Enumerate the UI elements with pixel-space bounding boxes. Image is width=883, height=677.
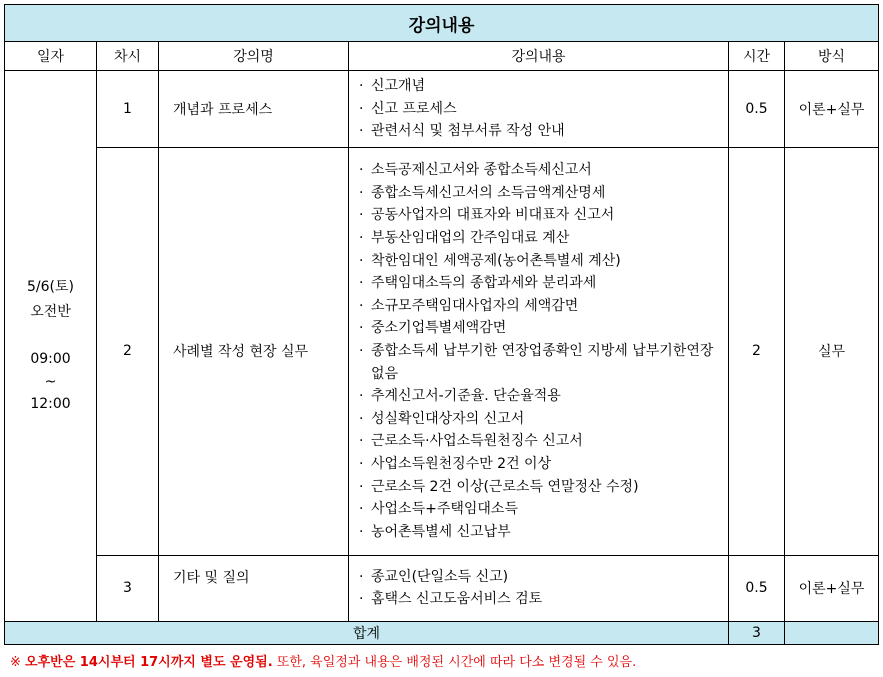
header-row [5,42,879,71]
content-item-text: 사업소득원천징수만 2건 이상 [371,455,552,472]
note-bold: 오후반은 14시부터 17시까지 별도 운영됨. [25,655,273,670]
lecture-table [4,4,879,645]
header-session-no: 차시 [97,42,159,71]
bullet-mark: · [359,184,364,201]
content-item-text: 주택임대소득의 종합과세와 분리과세 [371,275,597,292]
total-label: 합계 [5,621,729,644]
content-list [359,75,720,143]
content-item [359,295,720,318]
content-item-text: 근로소득 2건 이상(근로소득 연말정산 수정) [371,478,639,495]
content-list [359,159,720,543]
bullet-mark: · [359,162,364,179]
content-item-text: 소규모주택임대사업자의 세액감면 [371,297,579,314]
lecture-time: 0.5 [729,555,785,621]
content-item [359,159,720,182]
bullet-mark: · [359,342,364,359]
content-item [359,272,720,295]
content-item [359,476,720,499]
footnote [10,651,636,670]
table-row [5,147,879,555]
lecture-name: 기타 및 질의 [159,555,349,621]
content-item [359,453,720,476]
bullet-mark: · [359,252,364,269]
content-item [359,120,720,143]
lecture-name: 사례별 작성 현장 실무 [159,147,349,555]
content-item [359,566,720,589]
lecture-time: 0.5 [729,71,785,148]
content-item [359,408,720,431]
content-item [359,430,720,453]
content-item-text: 성실확인대상자의 신고서 [371,410,525,427]
session-no: 1 [97,71,159,148]
total-value: 3 [729,621,785,644]
tilde-text: ~ [44,373,57,390]
content-item-text: 착한임대인 세액공제(농어촌특별세 계산) [371,252,621,269]
lecture-table-wrapper [4,4,878,645]
bullet-mark: · [359,388,364,405]
header-date: 일자 [5,42,97,71]
start-time: 09:00 [30,350,71,367]
content-item-text: 농어촌특별세 신고납부 [371,523,511,540]
content-item [359,227,720,250]
content-item-text: 공동사업자의 대표자와 비대표자 신고서 [371,207,615,224]
bullet-mark: · [359,455,364,472]
total-empty [785,621,879,644]
content-item-text: 홈택스 신고도움서비스 검토 [371,591,543,608]
note-mark: ※ [10,655,21,670]
header-time: 시간 [729,42,785,71]
bullet-mark: · [359,230,364,247]
content-item [359,98,720,121]
content-item [359,317,720,340]
date-text: 5/6(토) [27,278,74,295]
content-item [359,385,720,408]
content-item-text: 종합소득세 납부기한 연장업종확인 지방세 납부기한연장없음 [371,342,714,382]
title-row [5,5,879,42]
lecture-time: 2 [729,147,785,555]
content-item [359,204,720,227]
content-item-text: 사업소득+주택임대소득 [371,501,518,518]
header-lecture-name: 강의명 [159,42,349,71]
bullet-mark: · [359,591,364,608]
content-item-text: 신고개념 [371,78,426,94]
table-row [5,555,879,621]
content-item-text: 소득공제신고서와 종합소득세신고서 [371,162,592,179]
content-item [359,182,720,205]
lecture-content [349,71,729,148]
lecture-method: 이론+실무 [785,71,879,148]
note-rest: 또한, 육일정과 내용은 배정된 시간에 따라 다소 변경될 수 있음. [276,655,637,670]
bullet-mark: · [359,123,364,140]
session-text: 오전반 [30,303,71,320]
content-item-text: 중소기업특별세액감면 [371,320,507,337]
content-item [359,588,720,611]
bullet-mark: · [359,501,364,518]
content-item [359,498,720,521]
date-cell [5,71,97,622]
header-method: 방식 [785,42,879,71]
bullet-mark: · [359,478,364,495]
bullet-mark: · [359,568,364,585]
bullet-mark: · [359,410,364,427]
end-time: 12:00 [30,395,71,412]
bullet-mark: · [359,523,364,540]
bullet-mark: · [359,207,364,224]
content-item-text: 관련서식 및 첨부서류 작성 안내 [371,123,565,140]
bullet-mark: · [359,433,364,450]
content-item-text: 부동산임대업의 간주임대료 계산 [371,230,570,247]
bullet-mark: · [359,275,364,292]
content-item-text: 종합소득세신고서의 소득금액계산명세 [371,184,606,201]
content-item-text: 종교인(단일소득 신고) [371,568,509,585]
total-row [5,621,879,644]
table-title: 강의내용 [5,5,879,42]
header-lecture-content: 강의내용 [349,42,729,71]
session-no: 3 [97,555,159,621]
bullet-mark: · [359,100,364,117]
bullet-mark: · [359,78,364,94]
session-no: 2 [97,147,159,555]
bullet-mark: · [359,320,364,337]
content-item [359,340,720,385]
content-item [359,250,720,273]
lecture-method: 이론+실무 [785,555,879,621]
content-item [359,75,720,98]
lecture-content [349,555,729,621]
content-item [359,521,720,544]
lecture-content [349,147,729,555]
content-list [359,566,720,611]
content-item-text: 신고 프로세스 [371,100,457,117]
lecture-name: 개념과 프로세스 [159,71,349,148]
lecture-method: 실무 [785,147,879,555]
content-item-text: 근로소득·사업소득원천징수 신고서 [371,433,583,450]
table-row [5,71,879,148]
bullet-mark: · [359,297,364,314]
content-item-text: 추계신고서-기준율. 단순율적용 [371,388,561,405]
